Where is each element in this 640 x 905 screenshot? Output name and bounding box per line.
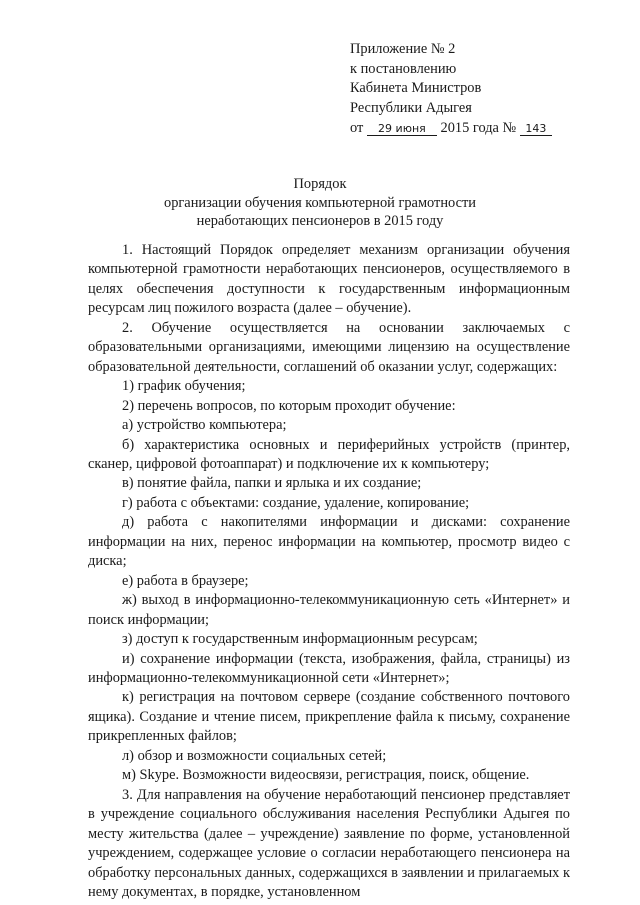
title-line-2: организации обучения компьютерной грамотности <box>164 194 476 211</box>
paragraph: 1. Настоящий Порядок определяет механизм организации обучения компьютерной грамотности неработающих пенсионеров, осуществляемого в целях обеспечения доступности к государственным информационным ресурсам лиц пожилого возраста (далее – обучение). <box>88 242 570 317</box>
paragraph: 3. Для направления на обучение неработающий пенсионер представляет в учреждение социального обслуживания населения Республики Адыгея по месту жительства (далее – учреждение) заявление по форме, установленной учреждением, содержащее условие о согласии неработающего пенсионера на обработку персональных данных, содержащихся в заявлении и прилагаемых к нему документах, в порядке, установленном <box>88 786 570 900</box>
doc-number: 143 <box>520 122 552 136</box>
paragraph: в) понятие файла, папки и ярлыка и их создание; <box>122 475 422 492</box>
paragraph: ж) выход в информационно-телекоммуникационную сеть «Интернет» и поиск информации; <box>88 592 570 628</box>
paragraph: 2) перечень вопросов, по которым проходит обучение: <box>122 397 456 414</box>
date-day: 29 июня <box>367 122 437 136</box>
paragraph: г) работа с объектами: создание, удаление, копирование; <box>122 494 470 511</box>
title-line-1: Порядок <box>293 176 347 192</box>
paragraph: и) сохранение информации (текста, изображения, файла, страницы) из информационно-телекоммуникационной сети «Интернет»; <box>88 650 570 686</box>
paragraph: 1) график обучения; <box>122 378 246 395</box>
paragraph: к) регистрация на почтовом сервере (создание собственного почтового ящика). Создание и чтение писем, прикрепление файла к письму, сохранение прикрепленных файлов; <box>88 689 570 745</box>
appendix-republic: Республики Адыгея <box>350 100 472 117</box>
appendix-header <box>350 40 552 139</box>
appendix-ref: к постановлению <box>350 60 457 77</box>
appendix-date-line <box>350 119 552 139</box>
document-title <box>60 175 580 231</box>
paragraph: 2. Обучение осуществляется на основании заключаемых с образовательными организациями, имеющими лицензию на осуществление образовательной деятельности, соглашений об оказании услуг, содержащих: <box>88 319 570 375</box>
paragraph: б) характеристика основных и периферийных устройств (принтер, сканер, цифровой фотоаппарат) и подключение их к компьютеру; <box>88 436 570 472</box>
document-body <box>88 241 570 902</box>
paragraph: д) работа с накопителями информации и дисками: сохранение информации на них, перенос информации на компьютер, просмотр видео с диска; <box>88 514 570 570</box>
paragraph: а) устройство компьютера; <box>122 417 287 434</box>
paragraph: з) доступ к государственным информационным ресурсам; <box>122 631 478 648</box>
appendix-authority: Кабинета Министров <box>350 80 482 97</box>
appendix-number: Приложение № 2 <box>350 41 456 57</box>
paragraph: м) Skype. Возможности видеосвязи, регистрация, поиск, общение. <box>122 767 530 784</box>
date-year: 2015 года № <box>440 119 517 136</box>
paragraph: е) работа в браузере; <box>122 572 249 589</box>
date-prefix: от <box>350 119 364 136</box>
title-line-3: неработающих пенсионеров в 2015 году <box>196 213 444 229</box>
paragraph: л) обзор и возможности социальных сетей; <box>122 747 387 764</box>
